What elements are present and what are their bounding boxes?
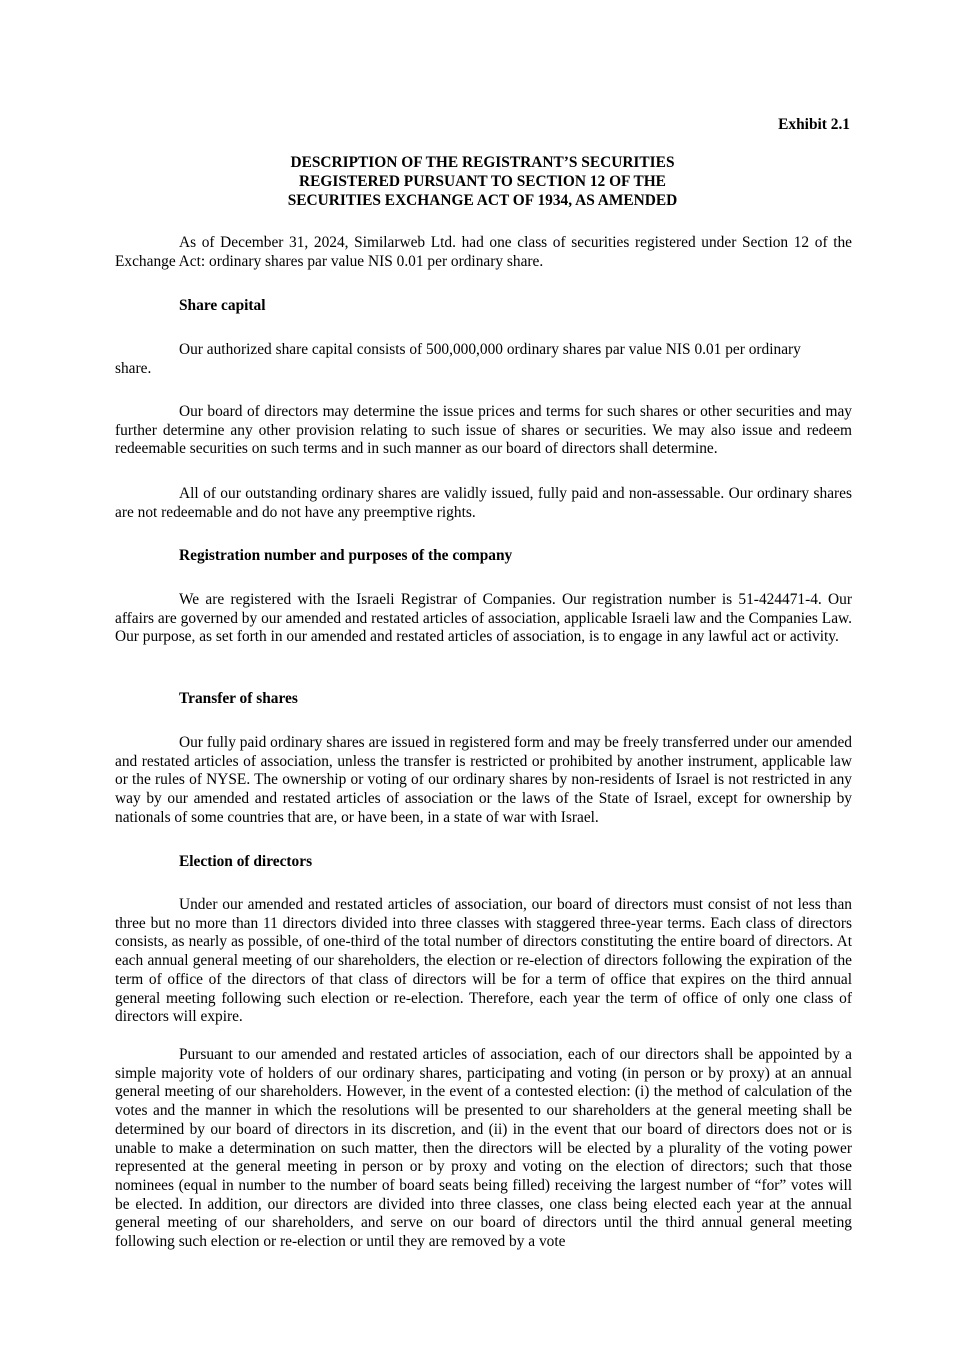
share-capital-paragraph: All of our outstanding ordinary shares are validly issued, fully paid and non-assessable. Our ordinary shares are not redeemable and do not have any preemptive rights. [115, 485, 852, 521]
share-capital-paragraph: Our board of directors may determine the issue prices and terms for such shares or other securities and may further determine any other provision relating to such issue of shares or securities. We may also issue and redeem redeemable securities on such terms and in such manner as our board of directors shall determine. [115, 403, 852, 458]
document-title [115, 153, 850, 210]
section-heading-transfer: Transfer of shares [179, 690, 298, 707]
share-capital-paragraph-line1: Our authorized share capital consists of 500,000,000 ordinary shares par value NIS 0.01 per ordinary [179, 341, 801, 358]
intro-paragraph: As of December 31, 2024, Similarweb Ltd. had one class of securities registered under Section 12 of the Exchange Act: ordinary shares par value NIS 0.01 per ordinary share. [115, 234, 852, 270]
share-capital-paragraph-line2: share. [115, 360, 152, 377]
section-heading-share-capital: Share capital [179, 297, 266, 314]
registration-paragraph: We are registered with the Israeli Registrar of Companies. Our registration number is 51-424471-4. Our affairs are governed by our amended and restated articles of association, applicable Israeli law and the Companies Law. Our purpose, as set forth in our amended and restated articles of association, is to engage in any lawful act or activity. [115, 591, 852, 646]
title-line: REGISTERED PURSUANT TO SECTION 12 OF THE [299, 173, 666, 190]
election-paragraph: Under our amended and restated articles of association, our board of directors must consist of not less than three but no more than 11 directors divided into three classes with staggered three-year terms. Each class of directors consists, as nearly as possible, of one-third of the total number of directors constituting the entire board of directors. At each annual general meeting of our shareholders, the election or re-election of directors following the expiration of the term of office of the directors of that class of directors will be for a term of office that expires on the third annual general meeting following such election or re-election. Therefore, each year the term of office of only one class of directors will expire. [115, 896, 852, 1026]
transfer-paragraph: Our fully paid ordinary shares are issued in registered form and may be freely transferred under our amended and restated articles of association, unless the transfer is restricted or prohibited by another instrument, applicable law or the rules of NYSE. The ownership or voting of our ordinary shares by non-residents of Israel is not restricted in any way by our amended and restated articles of association or the laws of the State of Israel, except for ownership by nationals of some countries that are, or have been, in a state of war with Israel. [115, 734, 852, 826]
section-heading-election: Election of directors [179, 853, 313, 870]
title-line: DESCRIPTION OF THE REGISTRANT’S SECURITIES [290, 154, 675, 171]
exhibit-label: Exhibit 2.1 [778, 116, 850, 133]
section-heading-registration: Registration number and purposes of the company [179, 547, 513, 564]
election-paragraph: Pursuant to our amended and restated articles of association, each of our directors shall be appointed by a simple majority vote of holders of our ordinary shares, participating and voting (in person or by proxy) at an annual general meeting of our shareholders. However, in the event of a contested election: (i) the method of calculation of the votes and the manner in which the resolutions will be presented to our shareholders at the general meeting shall be determined by our board of directors in its discretion, and (ii) in the event that our board of directors does not or is unable to make a determination on such matter, then the directors will be elected by a plurality of the voting power represented at the general meeting in person or by proxy and voting on the election of directors; such that those nominees (equal in number to the number of board seats being filled) receiving the largest number of “for” votes will be elected. In addition, our directors are divided into three classes, one class being elected each year at the annual general meeting of our shareholders, and serve on our board of directors until the third annual general meeting following such election or re-election or until they are removed by a vote [115, 1046, 852, 1251]
title-line: SECURITIES EXCHANGE ACT OF 1934, AS AMENDED [287, 192, 678, 209]
